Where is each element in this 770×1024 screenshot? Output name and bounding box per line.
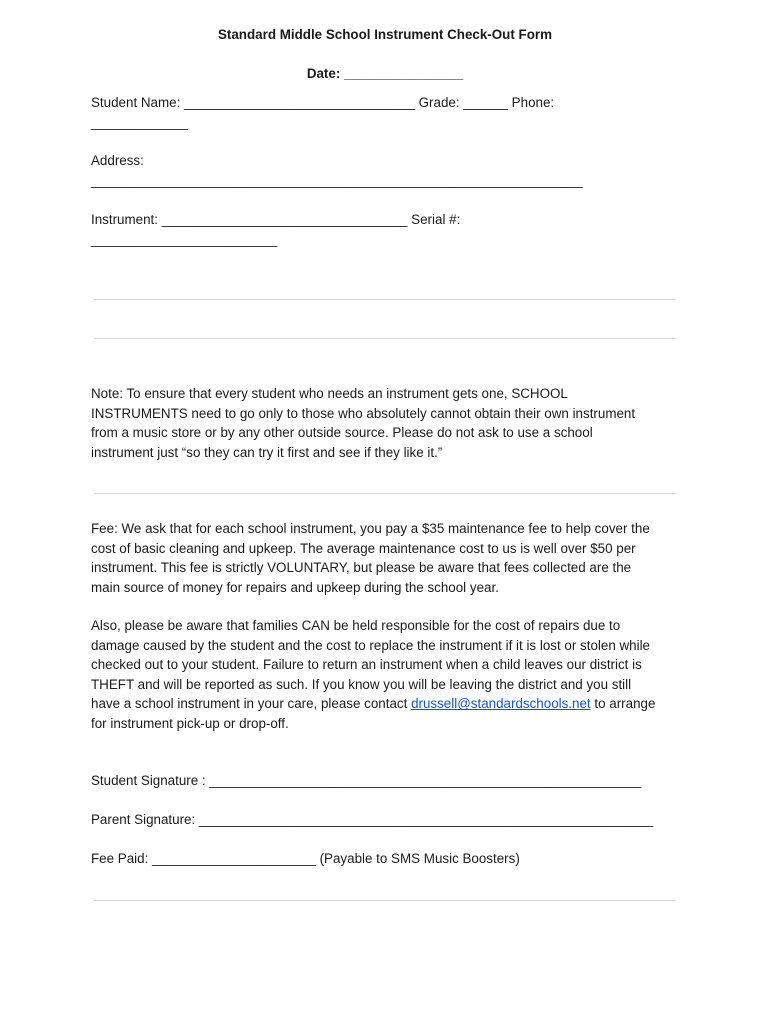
responsibility-line: checked out to your student. Failure to return an instrument when a child leaves our district is xyxy=(91,657,642,673)
fee-paid-field[interactable]: Fee Paid: ______________________ (Payable to SMS Music Boosters) xyxy=(91,851,520,866)
note-line: Note: To ensure that every student who needs an instrument gets one, SCHOOL xyxy=(91,386,568,401)
instrument-field[interactable]: Instrument: _________________________________ Serial #: xyxy=(91,212,461,227)
responsibility-line: Also, please be aware that families CAN be held responsible for the cost of repairs due to xyxy=(91,618,621,633)
divider xyxy=(94,299,676,300)
contact-line xyxy=(91,694,691,714)
contact-suffix: to arrange xyxy=(590,696,656,712)
serial-field[interactable]: _________________________ xyxy=(91,232,278,247)
divider xyxy=(94,900,676,901)
form-title: Standard Middle School Instrument Check-Out Form xyxy=(217,27,553,42)
address-label: Address: xyxy=(91,153,144,168)
email-link[interactable]: drussell@standardschools.net xyxy=(411,696,591,712)
fee-paragraph xyxy=(91,519,691,597)
note-line: INSTRUMENTS need to go only to those who absolutely cannot obtain their own instrument xyxy=(91,405,636,421)
phone-field[interactable]: _____________ xyxy=(91,115,188,130)
responsibility-line: for instrument pick-up or drop-off. xyxy=(91,715,289,731)
divider xyxy=(94,493,676,494)
student-signature-field[interactable]: Student Signature : __________________________________________________________ xyxy=(91,773,642,788)
responsibility-paragraph xyxy=(91,616,691,734)
fee-line: cost of basic cleaning and upkeep. The average maintenance cost to us is well over $50 per xyxy=(91,540,636,556)
divider xyxy=(94,338,676,339)
fee-line: Fee: We ask that for each school instrument, you pay a $35 maintenance fee to help cover the xyxy=(91,521,650,536)
responsibility-line: THEFT and will be reported as such. If you know you will be leaving the district and you still xyxy=(91,676,632,692)
fee-line: main source of money for repairs and upkeep during the school year. xyxy=(91,579,499,595)
responsibility-line: damage caused by the student and the cost to replace the instrument if it is lost or stolen while xyxy=(91,637,651,653)
note-line: from a music store or by any other outside source. Please do not ask to use a school xyxy=(91,425,593,441)
contact-prefix: have a school instrument in your care, please contact xyxy=(91,696,412,712)
note-line: instrument just “so they can try it first and see if they like it.” xyxy=(91,444,443,460)
note-paragraph xyxy=(91,384,691,462)
student-name-field[interactable]: Student Name: _______________________________ Grade: ______ Phone: xyxy=(91,95,555,110)
date-field[interactable]: Date: ________________ xyxy=(306,66,464,81)
fee-line: instrument. This fee is strictly VOLUNTARY, but please be aware that fees collected are the xyxy=(91,560,632,576)
parent-signature-field[interactable]: Parent Signature: _____________________________________________________________ xyxy=(91,812,654,827)
address-field[interactable]: __________________________________________________________________ xyxy=(91,173,583,188)
